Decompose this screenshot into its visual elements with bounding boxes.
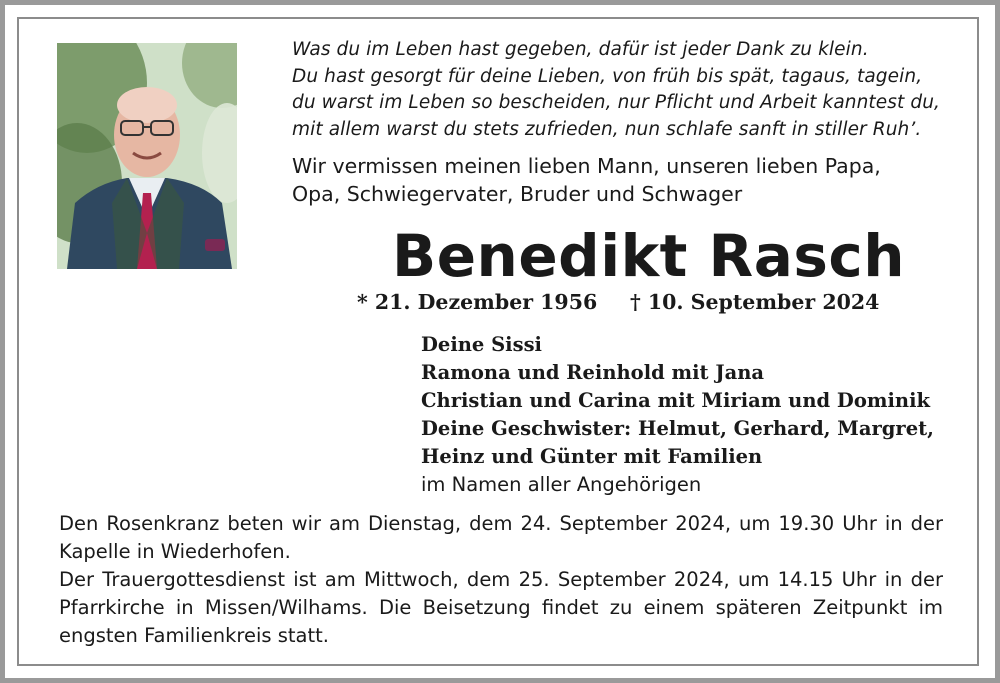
mourner-footer: im Namen aller Angehörigen — [421, 473, 702, 496]
deceased-name: Benedikt Rasch — [392, 222, 906, 290]
service-notice — [59, 510, 943, 650]
intro-line: Opa, Schwiegervater, Bruder und Schwager — [292, 182, 743, 206]
portrait-image — [57, 43, 237, 269]
portrait-photo — [57, 43, 237, 269]
poem-line: Du hast gesorgt für deine Lieben, von früh bis spät, tagaus, tagein, — [292, 65, 923, 87]
mourner-line: Deine Sissi — [421, 333, 542, 356]
mourner-line: Deine Geschwister: Helmut, Gerhard, Margret, — [421, 417, 934, 440]
mourners-list — [421, 331, 934, 499]
rosary-info: Den Rosenkranz beten wir am Dienstag, dem 24. September 2024, um 19.30 Uhr in der Kapelle in Wiederhofen. — [59, 512, 943, 563]
mourner-line: Ramona und Reinhold mit Jana — [421, 361, 765, 384]
memorial-poem — [292, 37, 972, 143]
birth-date: * 21. Dezember 1956 — [357, 290, 598, 314]
life-dates — [357, 287, 880, 317]
intro-text — [292, 152, 972, 208]
intro-line: Wir vermissen meinen lieben Mann, unseren lieben Papa, — [292, 154, 881, 178]
mourner-line: Christian und Carina mit Miriam und Dominik — [421, 389, 930, 412]
poem-line: Was du im Leben hast gegeben, dafür ist jeder Dank zu klein. — [292, 39, 869, 60]
funeral-service-info: Der Trauergottesdienst ist am Mittwoch, dem 25. September 2024, um 14.15 Uhr in der Pfarrkirche in Missen/Wilhams. Die Beisetzung findet zu einem späteren Zeitpunkt im engsten Familienkreis statt. — [59, 568, 943, 647]
poem-line: mit allem warst du stets zufrieden, nun schlafe sanft in stiller Ruh’. — [292, 118, 922, 140]
mourner-line: Heinz und Günter mit Familien — [421, 445, 763, 468]
poem-line: du warst im Leben so bescheiden, nur Pflicht und Arbeit kanntest du, — [292, 92, 940, 113]
death-date: † 10. September 2024 — [630, 290, 880, 314]
